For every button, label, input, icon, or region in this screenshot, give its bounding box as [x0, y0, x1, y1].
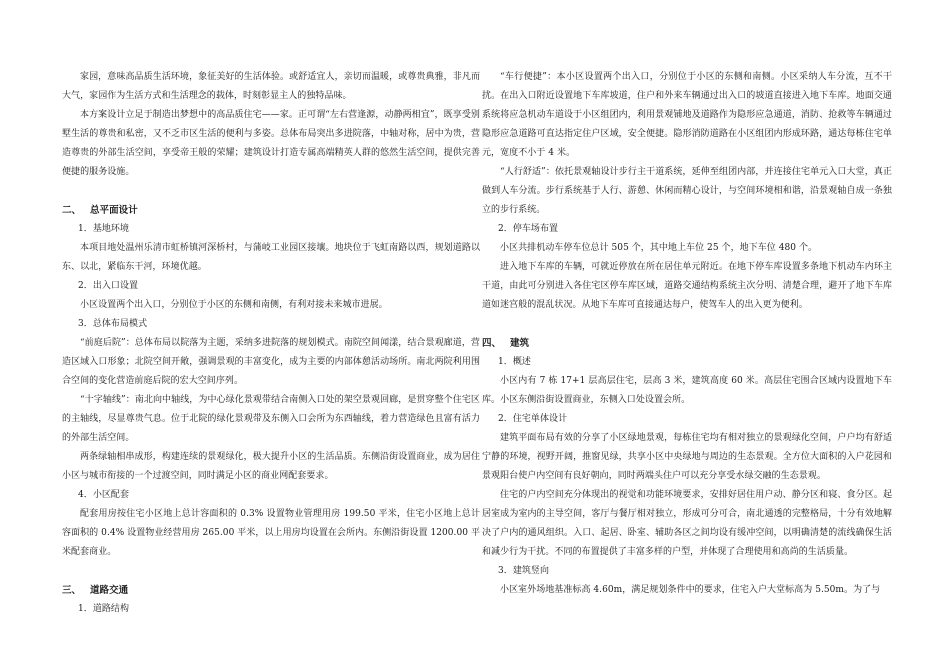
paragraph-layout-green: 两条绿轴相串成形，构建连续的景观绿化，极大提升小区的生活品质。东侧沿街设置商业，成为居住小区与城市衔接的一个过渡空间，同时满足小区的商业网配套要求。 — [62, 452, 480, 481]
paragraph-parking-count: 小区共排机动车停车位总计 505 个，其中地上车位 25 个，地下车位 480 个。 — [500, 243, 818, 253]
sub-heading-unit-design: 2．住宅单体设计 — [498, 414, 568, 424]
paragraph-overview: 小区内有 7 栋 17+1 层高层住宅，层高 3 米，建筑高度 60 米。高层住宅围合区域内设置地下车库。小区东侧沿街设置商业，东侧入口处设置会所。 — [482, 376, 892, 405]
sub-heading-layout: 3．总体布局模式 — [78, 319, 148, 329]
paragraph-site-environment: 本项目地处温州乐清市虹桥镇河深桥村，与蒲岐工业园区接壤。地块位于飞虹南路以西，规划道路以东、以北，紧临东干河，环境优越。 — [62, 243, 480, 272]
section-3-heading: 三、 道路交通 — [62, 585, 129, 596]
section-2-heading: 二、 总平面设计 — [62, 205, 138, 216]
paragraph-layout-axes: “十字轴线”：南北向中轴线，为中心绿化景观带结合南侧入口处的架空景观回廊，是贯穿整个住宅区的主轴线，尽显尊贵气息。位于北院的绿化景观带及东侧入口会所为东西轴线，着力营造绿色且富有活力的外部生活空间。 — [62, 395, 480, 443]
sub-heading-facilities: 4．小区配套 — [78, 490, 130, 500]
sub-heading-road-structure: 1．道路结构 — [78, 604, 130, 614]
paragraph-pedestrian: “人行舒适”：依托景观轴设计步行主干道系统，延伸至组团内部，并连接住宅单元入口大堂，真正做到人车分流。步行系统基于人行、游憩、休闲而精心设计，与空间环境相和谐，沿景观轴自成一条独立的步行系统。 — [482, 167, 892, 215]
paragraph-parking-garage: 进入地下车库的车辆，可就近停放在所在居住单元附近。在地下停车库设置多条地下机动车内环主干道，由此可分别进入各住宅区停车库区域，道路交通结构系统主次分明、清楚合理，避开了地下车库道如迷宫般的混乱状况。从地下车库可直接通达每户，使驾车人的出入更为便利。 — [482, 262, 892, 310]
paragraph-facilities: 配套用房按住宅小区地上总计容面积的 0.3% 设置物业管理用房 199.50 平米，住宅小区地上总计容面积的 0.4% 设置物业经营用房 265.00 平米，以上用房均设置在会所内。东侧沿街设置 1200.00 平米配套商业。 — [62, 509, 480, 557]
paragraph-layout-courtyards: “前庭后院”：总体布局以院落为主题，采纳多进院落的规划模式。南院空间闻漾，结合景观廊道，营造区域入口形象；北院空间开敞，强调景观的丰富变化，成为主要的内部体憩活动场所。南北两院利用围合空间的变化营造前庭后院的宏大空间序列。 — [62, 338, 480, 386]
paragraph-vehicle-access: “车行便捷”：本小区设置两个出入口，分别位于小区的东侧和南侧。小区采纳人车分流，互不干扰。在出入口附近设置地下车库坡道，住户和外来车辆通过出入口的坡道直接进入地下车库。地面交通系统将应急机动车道设于小区组团内，利用景观铺地及道路作为隐形应急通道，消防、抢救等车辆通过隐形应急道路可直达指定住户区域，安全便捷。隐形消防道路在小区组团内形成环路，通达每栋住宅单元，宽度不小于 4 米。 — [482, 72, 892, 158]
paragraph-unit-design-2: 住宅的户内空间充分体现出的视觉和功能环境要求，安排好居住用户动、静分区和寝、食分区。起居室成为室内的主导空间，客厅与餐厅相对独立，形成可分可合，南北通透的完整格局，十分有效地解决了户内的通风组织。入口、起居、卧室、辅助各区之间均设有缓冲空间，以明确清楚的流线确保生活和减少行为干扰。不同的布置提供了丰富多样的户型，并体现了合理使用和高尚的生活质量。 — [482, 490, 892, 557]
sub-heading-vertical: 3．建筑竖向 — [498, 566, 550, 576]
paragraph-entrances: 小区设置两个出入口，分别位于小区的东侧和南侧，有利对接未来城市进展。 — [80, 300, 388, 310]
sub-heading-overview: 1．概述 — [498, 357, 531, 367]
sub-heading-parking: 2．停车场布置 — [498, 224, 559, 234]
intro-paragraph-1: 家园，意味高品质生活环境，象征美好的生活体验。或舒适宜人，亲切而温暖，或尊贵典雅，非凡而大气，家园作为生活方式和生活理念的载体，时刻彰显主人的独特品味。 — [62, 72, 480, 101]
right-column — [482, 68, 892, 600]
left-column — [62, 68, 480, 619]
paragraph-unit-design-1: 建筑平面布局有效的分享了小区绿地景观，每栋住宅均有相对独立的景观绿化空间，户户均有舒适宁静的环境，视野开阔，推窗见绿，共享小区中央绿地与周边的生态景观。全方位大面积的入户花园和景观阳台使户内空间有良好朝向，同时两端头住户可以充分享受水绿交融的生态景观。 — [482, 433, 892, 481]
sub-heading-site-environment: 1．基地环境 — [78, 224, 130, 234]
section-4-heading: 四、 建筑 — [482, 338, 530, 349]
sub-heading-entrances: 2．出入口设置 — [78, 281, 139, 291]
paragraph-vertical: 小区室外场地基准标高 4.60m，满足规划条件中的要求，住宅入户大堂标高为 5.50m。为了与 — [500, 585, 881, 595]
intro-paragraph-2: 本方案设计立足于制造出梦想中的高品质住宅——家。正可谓“左右营逢源，动静两相宜”，既享受别墅生活的尊贵和私密，又不乏市区生活的便利与多姿。总体布局突出多进院落，中轴对称，居中为贵，营造尊贵的外部生活空间，享受帝王般的荣耀；建筑设计打造专属高端精英人群的悠然生活空间，提供完善便捷的服务设施。 — [62, 110, 480, 177]
